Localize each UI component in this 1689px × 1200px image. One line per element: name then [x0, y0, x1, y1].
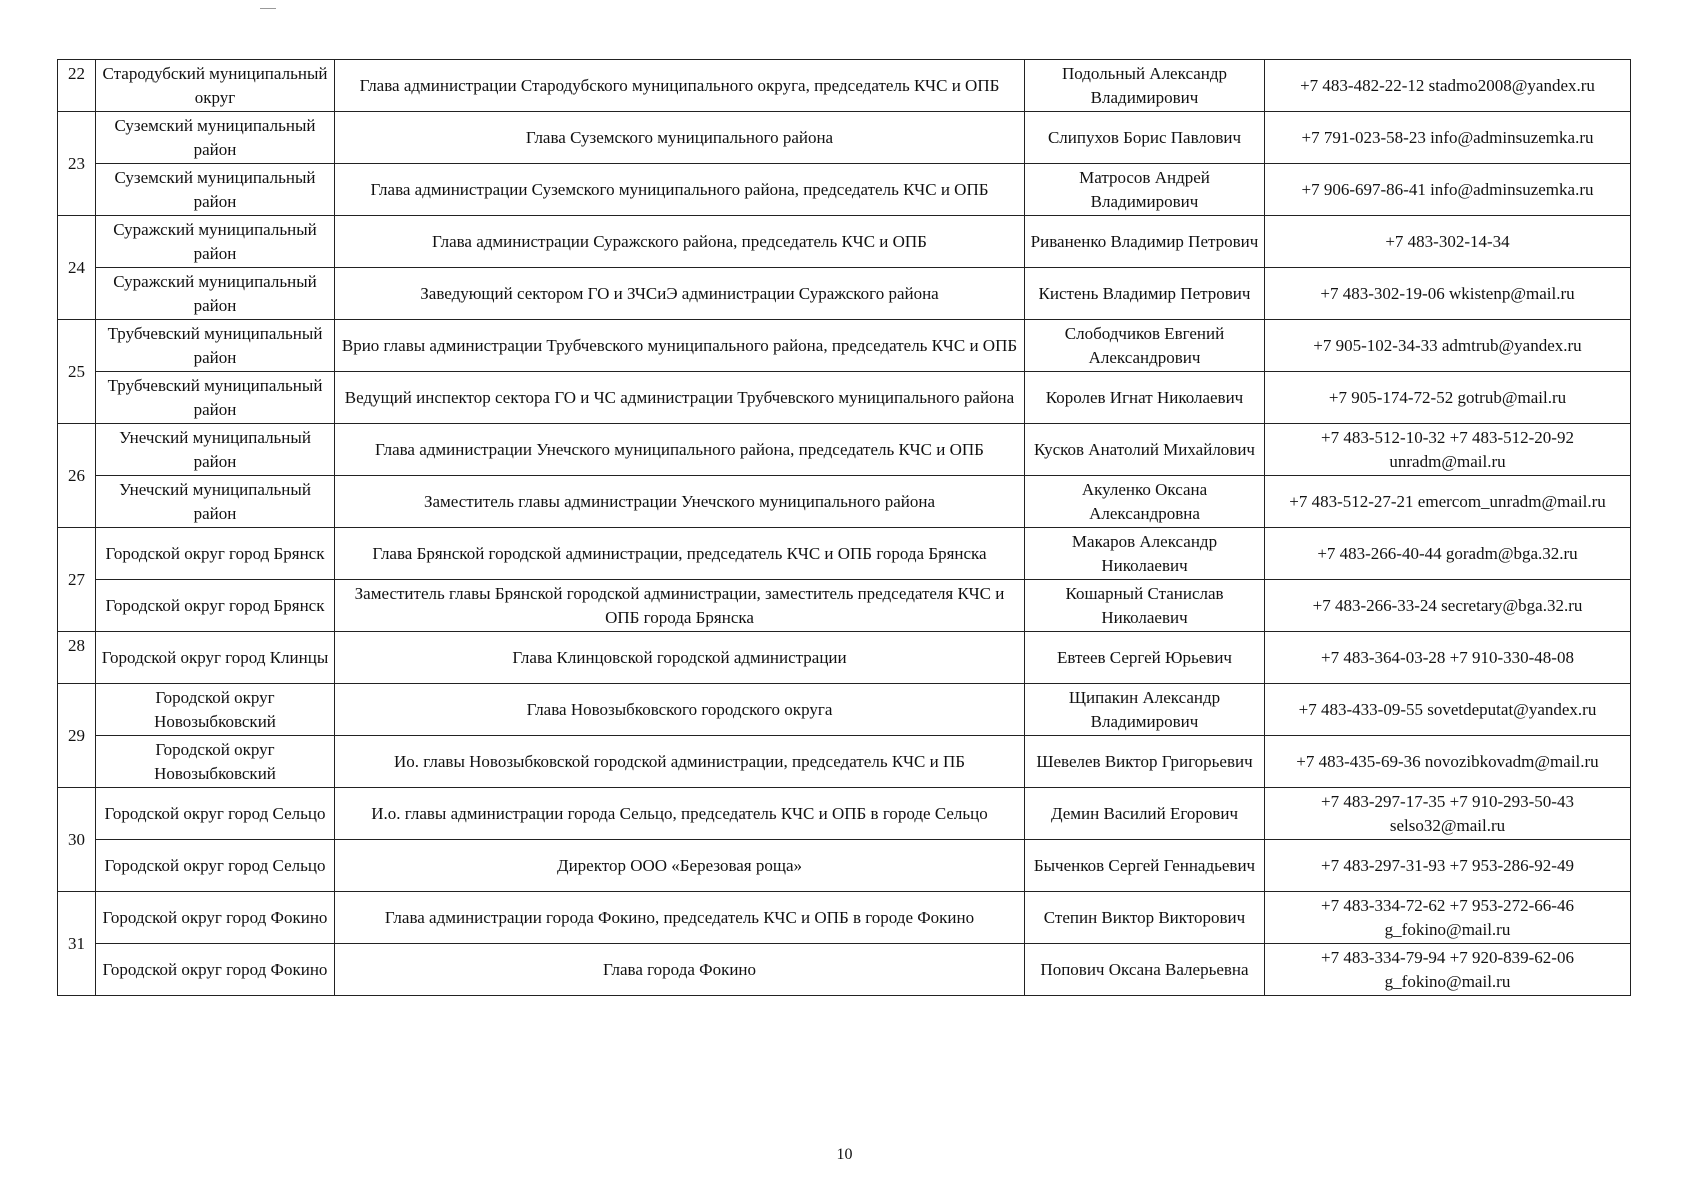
table-row	[58, 788, 1631, 840]
position-cell: Заместитель главы Брянской городской администрации, заместитель председателя КЧС и ОПБ города Брянска	[335, 580, 1025, 632]
position-cell: Заведующий сектором ГО и ЗЧСиЭ администрации Суражского района	[335, 268, 1025, 320]
table-row	[58, 320, 1631, 372]
row-number: 22	[58, 60, 96, 112]
position-cell: Заместитель главы администрации Унечского муниципального района	[335, 476, 1025, 528]
name-cell: Королев Игнат Николаевич	[1025, 372, 1265, 424]
district-cell: Городской округ город Клинцы	[96, 632, 335, 684]
contact-cell: +7 483-364-03-28 +7 910-330-48-08	[1265, 632, 1631, 684]
district-cell: Суземский муниципальный район	[96, 164, 335, 216]
district-cell: Стародубский муниципальный округ	[96, 60, 335, 112]
position-cell: Глава Клинцовской городской администрации	[335, 632, 1025, 684]
name-cell: Степин Виктор Викторович	[1025, 892, 1265, 944]
name-cell: Подольный Александр Владимирович	[1025, 60, 1265, 112]
contact-cell: +7 483-512-10-32 +7 483-512-20-92 unradm@mail.ru	[1265, 424, 1631, 476]
table-row	[58, 892, 1631, 944]
table-row	[58, 372, 1631, 424]
name-cell: Акуленко Оксана Александровна	[1025, 476, 1265, 528]
contact-cell: +7 483-512-27-21 emercom_unradm@mail.ru	[1265, 476, 1631, 528]
district-cell: Унечский муниципальный район	[96, 424, 335, 476]
district-cell: Городской округ город Сельцо	[96, 840, 335, 892]
district-cell: Городской округ Новозыбковский	[96, 736, 335, 788]
district-cell: Городской округ город Фокино	[96, 944, 335, 996]
contacts-table	[57, 59, 1631, 996]
contact-cell: +7 483-334-79-94 +7 920-839-62-06 g_fokino@mail.ru	[1265, 944, 1631, 996]
position-cell: Глава Суземского муниципального района	[335, 112, 1025, 164]
table-body	[58, 60, 1631, 996]
name-cell: Слипухов Борис Павлович	[1025, 112, 1265, 164]
name-cell: Слободчиков Евгений Александрович	[1025, 320, 1265, 372]
contact-cell: +7 483-302-19-06 wkistenp@mail.ru	[1265, 268, 1631, 320]
district-cell: Суземский муниципальный район	[96, 112, 335, 164]
name-cell: Попович Оксана Валерьевна	[1025, 944, 1265, 996]
table-row	[58, 736, 1631, 788]
position-cell: Директор ООО «Березовая роща»	[335, 840, 1025, 892]
name-cell: Макаров Александр Николаевич	[1025, 528, 1265, 580]
table-row	[58, 840, 1631, 892]
row-number: 29	[58, 684, 96, 788]
district-cell: Городской округ Новозыбковский	[96, 684, 335, 736]
position-cell: Глава Брянской городской администрации, председатель КЧС и ОПБ города Брянска	[335, 528, 1025, 580]
table-row	[58, 580, 1631, 632]
contact-cell: +7 906-697-86-41 info@adminsuzemka.ru	[1265, 164, 1631, 216]
row-number: 27	[58, 528, 96, 632]
table-row	[58, 684, 1631, 736]
position-cell: Ведущий инспектор сектора ГО и ЧС администрации Трубчевского муниципального района	[335, 372, 1025, 424]
scan-mark	[260, 8, 276, 9]
row-number: 25	[58, 320, 96, 424]
contact-cell: +7 791-023-58-23 info@adminsuzemka.ru	[1265, 112, 1631, 164]
name-cell: Шевелев Виктор Григорьевич	[1025, 736, 1265, 788]
table-row	[58, 164, 1631, 216]
district-cell: Суражский муниципальный район	[96, 216, 335, 268]
name-cell: Матросов Андрей Владимирович	[1025, 164, 1265, 216]
contact-cell: +7 483-482-22-12 stadmo2008@yandex.ru	[1265, 60, 1631, 112]
contact-cell: +7 483-435-69-36 novozibkovadm@mail.ru	[1265, 736, 1631, 788]
position-cell: Глава администрации города Фокино, председатель КЧС и ОПБ в городе Фокино	[335, 892, 1025, 944]
district-cell: Городской округ город Брянск	[96, 528, 335, 580]
contact-cell: +7 483-297-31-93 +7 953-286-92-49	[1265, 840, 1631, 892]
row-number: 31	[58, 892, 96, 996]
table-row	[58, 268, 1631, 320]
position-cell: И.о. главы администрации города Сельцо, председатель КЧС и ОПБ в городе Сельцо	[335, 788, 1025, 840]
district-cell: Унечский муниципальный район	[96, 476, 335, 528]
position-cell: Глава города Фокино	[335, 944, 1025, 996]
position-cell: Глава Новозыбковского городского округа	[335, 684, 1025, 736]
table-row	[58, 528, 1631, 580]
row-number: 24	[58, 216, 96, 320]
district-cell: Городской округ город Брянск	[96, 580, 335, 632]
position-cell: Глава администрации Суражского района, председатель КЧС и ОПБ	[335, 216, 1025, 268]
name-cell: Евтеев Сергей Юрьевич	[1025, 632, 1265, 684]
row-number: 30	[58, 788, 96, 892]
position-cell: Глава администрации Суземского муниципального района, председатель КЧС и ОПБ	[335, 164, 1025, 216]
table-row	[58, 216, 1631, 268]
position-cell: Ио. главы Новозыбковской городской администрации, председатель КЧС и ПБ	[335, 736, 1025, 788]
position-cell: Глава администрации Стародубского муниципального округа, председатель КЧС и ОПБ	[335, 60, 1025, 112]
table-row	[58, 424, 1631, 476]
name-cell: Кистень Владимир Петрович	[1025, 268, 1265, 320]
table-row	[58, 112, 1631, 164]
district-cell: Суражский муниципальный район	[96, 268, 335, 320]
page-number: 10	[836, 1146, 853, 1163]
table-row	[58, 944, 1631, 996]
contact-cell: +7 483-433-09-55 sovetdeputat@yandex.ru	[1265, 684, 1631, 736]
name-cell: Кусков Анатолий Михайлович	[1025, 424, 1265, 476]
name-cell: Кошарный Станислав Николаевич	[1025, 580, 1265, 632]
contact-cell: +7 483-334-72-62 +7 953-272-66-46 g_fokino@mail.ru	[1265, 892, 1631, 944]
name-cell: Риваненко Владимир Петрович	[1025, 216, 1265, 268]
contact-cell: +7 483-302-14-34	[1265, 216, 1631, 268]
district-cell: Трубчевский муниципальный район	[96, 320, 335, 372]
district-cell: Городской округ город Сельцо	[96, 788, 335, 840]
table-row	[58, 632, 1631, 684]
row-number: 28	[58, 632, 96, 684]
name-cell: Демин Василий Егорович	[1025, 788, 1265, 840]
contact-cell: +7 905-102-34-33 admtrub@yandex.ru	[1265, 320, 1631, 372]
contact-cell: +7 483-266-33-24 secretary@bga.32.ru	[1265, 580, 1631, 632]
contact-cell: +7 483-266-40-44 goradm@bga.32.ru	[1265, 528, 1631, 580]
position-cell: Врио главы администрации Трубчевского муниципального района, председатель КЧС и ОПБ	[335, 320, 1025, 372]
table-row	[58, 60, 1631, 112]
contact-cell: +7 483-297-17-35 +7 910-293-50-43 selso32@mail.ru	[1265, 788, 1631, 840]
table-row	[58, 476, 1631, 528]
name-cell: Щипакин Александр Владимирович	[1025, 684, 1265, 736]
district-cell: Трубчевский муниципальный район	[96, 372, 335, 424]
row-number: 23	[58, 112, 96, 216]
name-cell: Быченков Сергей Геннадьевич	[1025, 840, 1265, 892]
district-cell: Городской округ город Фокино	[96, 892, 335, 944]
position-cell: Глава администрации Унечского муниципального района, председатель КЧС и ОПБ	[335, 424, 1025, 476]
contact-cell: +7 905-174-72-52 gotrub@mail.ru	[1265, 372, 1631, 424]
row-number: 26	[58, 424, 96, 528]
